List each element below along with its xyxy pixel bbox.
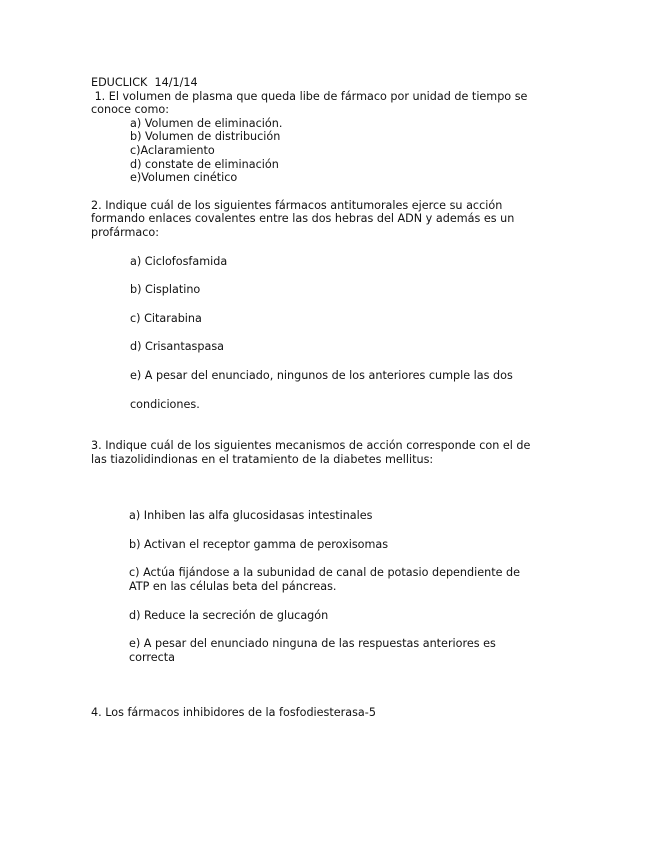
question-3-option-e: e) A pesar del enunciado ninguna de las respuestas anteriores es	[129, 637, 496, 651]
question-3-stem-line-1: 3. Indique cuál de los siguientes mecanismos de acción corresponde con el de	[91, 439, 531, 453]
question-3-option-d: d) Reduce la secreción de glucagón	[129, 608, 329, 622]
document-page	[91, 76, 566, 720]
question-1-stem-line-1: 1. El volumen de plasma que queda libe de fármaco por unidad de tiempo se	[91, 89, 528, 103]
question-2-option-a: a) Ciclofosfamida	[130, 254, 228, 268]
question-4-stem-line-1: 4. Los fármacos inhibidores de la fosfodiesterasa-5	[91, 706, 376, 720]
question-1-option-b: b) Volumen de distribución	[130, 130, 281, 144]
question-2-stem-line-3: profármaco:	[91, 225, 160, 239]
question-1-option-d: d) constate de eliminación	[130, 157, 279, 171]
question-4	[91, 706, 566, 720]
question-3	[91, 439, 566, 664]
question-3-option-e-continuation: correcta	[129, 650, 176, 664]
question-2-option-d: d) Crisantaspasa	[130, 340, 225, 354]
question-3-option-a: a) Inhiben las alfa glucosidasas intestinales	[129, 509, 373, 523]
question-3-stem-line-2: las tiazolidindionas en el tratamiento de la diabetes mellitus:	[91, 452, 434, 466]
question-2-stem-line-1: 2. Indique cuál de los siguientes fármacos antitumorales ejerce su acción	[91, 198, 503, 212]
question-2-option-e: e) A pesar del enunciado, ningunos de los anteriores cumple las dos	[130, 368, 513, 382]
question-2-option-c: c) Citarabina	[130, 311, 202, 325]
document-header: EDUCLICK 14/1/14	[91, 76, 198, 89]
question-1-stem-line-2: conoce como:	[91, 103, 170, 117]
question-2	[91, 199, 566, 411]
question-1-option-c: c)Aclaramiento	[130, 143, 215, 157]
question-3-option-b: b) Activan el receptor gamma de peroxisomas	[129, 537, 389, 551]
question-1-option-e: e)Volumen cinético	[130, 171, 238, 185]
question-1	[91, 90, 566, 185]
question-1-option-a: a) Volumen de eliminación.	[130, 116, 283, 130]
question-2-option-e-continuation: condiciones.	[130, 397, 200, 411]
question-3-option-c-continuation: ATP en las células beta del páncreas.	[129, 580, 337, 594]
question-3-option-c: c) Actúa fijándose a la subunidad de canal de potasio dependiente de	[129, 566, 521, 580]
question-2-stem-line-2: formando enlaces covalentes entre las dos hebras del ADN y además es un	[91, 212, 515, 226]
question-2-option-b: b) Cisplatino	[130, 283, 201, 297]
